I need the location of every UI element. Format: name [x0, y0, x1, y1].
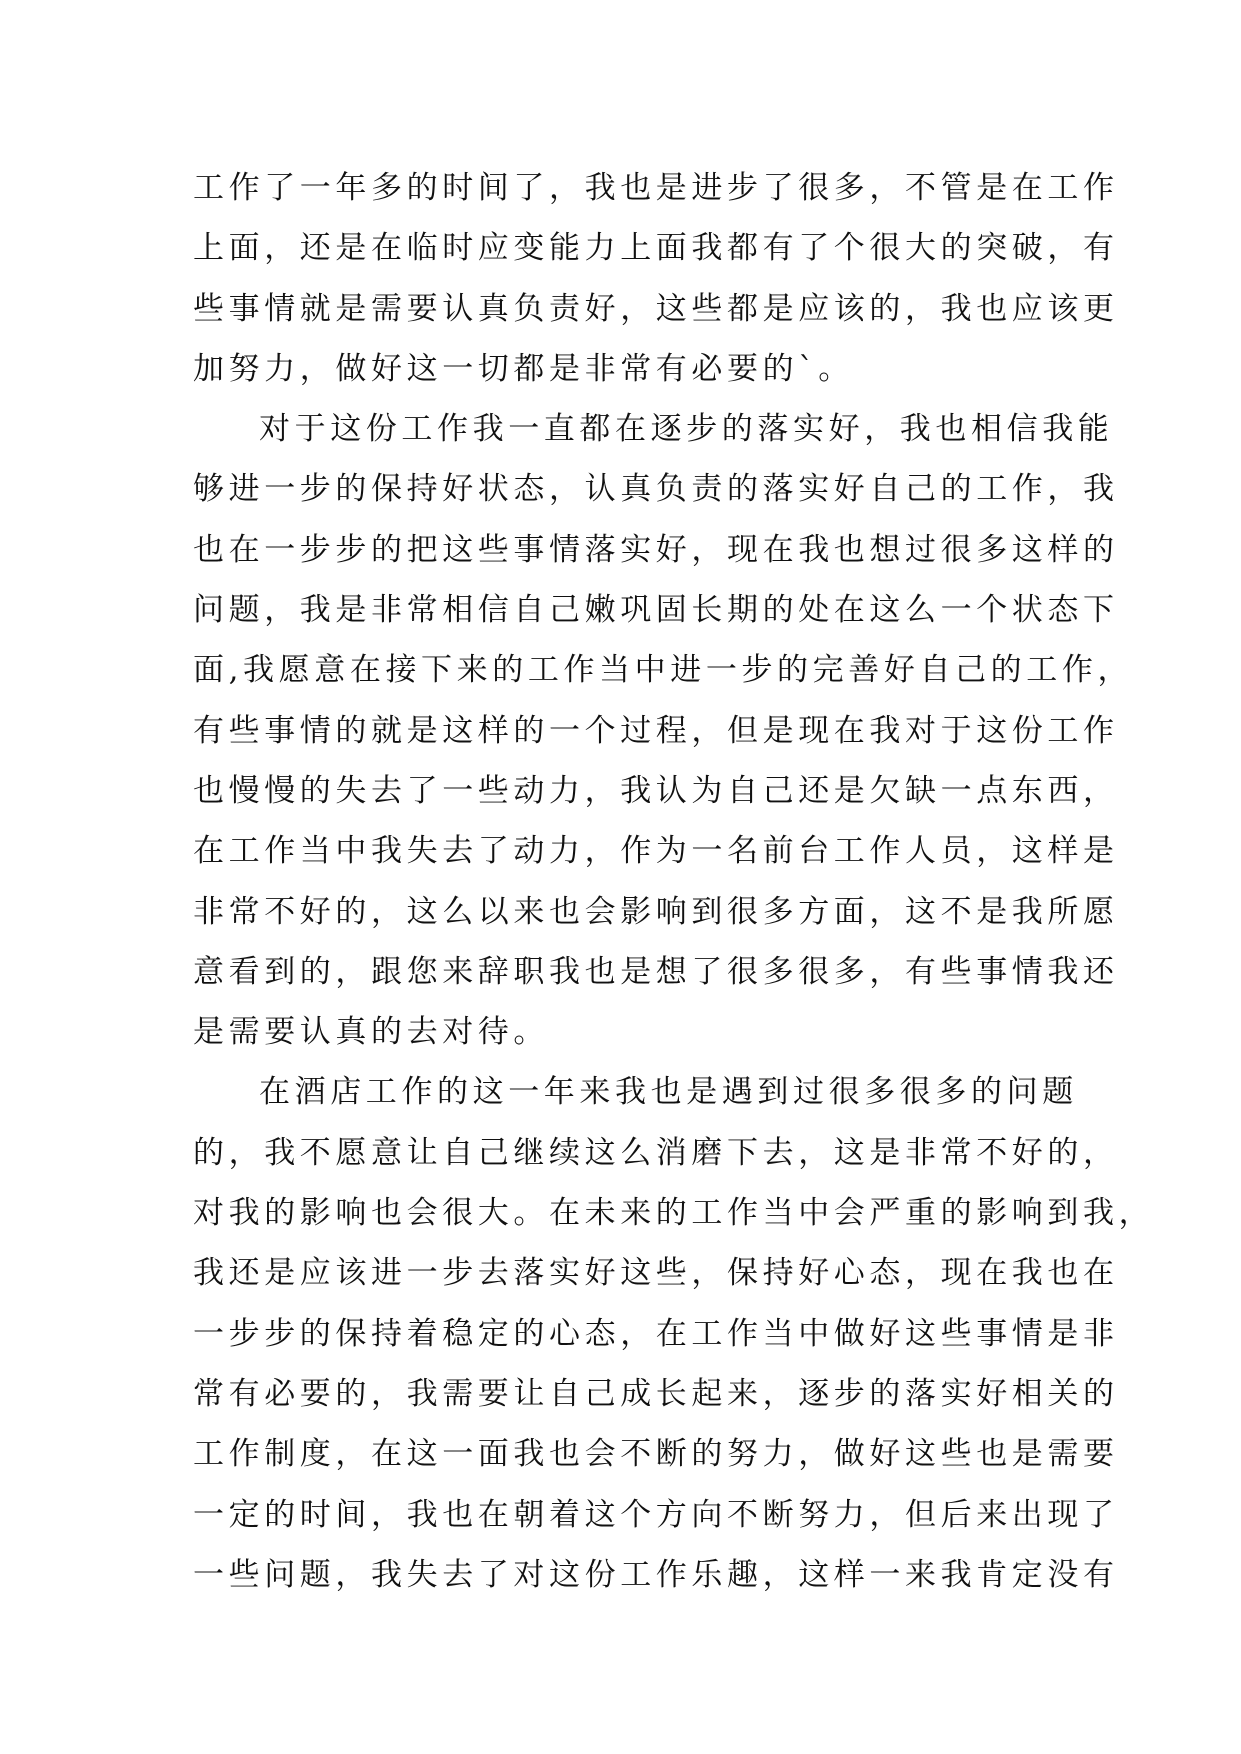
- text-line: 问题，我是非常相信自己嫩巩固长期的处在这么一个状态下: [193, 592, 1119, 629]
- text-line: 常有必要的，我需要让自己成长起来，逐步的落实好相关的: [193, 1375, 1119, 1412]
- text-line: 的，我不愿意让自己继续这么消磨下去，这是非常不好的，: [193, 1134, 1119, 1171]
- text-line: 对我的影响也会很大。在未来的工作当中会严重的影响到我，: [193, 1195, 1155, 1232]
- text-line: 意看到的，跟您来辞职我也是想了很多很多，有些事情我还: [193, 953, 1119, 990]
- text-line: 工作了一年多的时间了，我也是进步了很多，不管是在工作: [193, 170, 1119, 206]
- text-line: 也慢慢的失去了一些动力，我认为自己还是欠缺一点东西，: [193, 772, 1119, 809]
- text-line: 有些事情的就是这样的一个过程，但是现在我对于这份工作: [193, 712, 1119, 749]
- text-line: 够进一步的保持好状态，认真负责的落实好自己的工作，我: [193, 471, 1119, 508]
- text-line: 面,我愿意在接下来的工作当中进一步的完善好自己的工作，: [193, 652, 1134, 689]
- text-line: 是需要认真的去对待。: [193, 1014, 549, 1051]
- paragraph-first-line: 对于这份工作我一直都在逐步的落实好，我也相信我能: [259, 411, 1114, 448]
- text-line: 一些问题，我失去了对这份工作乐趣，这样一来我肯定没有: [193, 1556, 1119, 1593]
- body-text: [193, 158, 1155, 1605]
- text-line: 我还是应该进一步去落实好这些，保持好心态，现在我也在: [193, 1255, 1119, 1292]
- text-line: 一步步的保持着稳定的心态，在工作当中做好这些事情是非: [193, 1315, 1119, 1352]
- text-line: 非常不好的，这么以来也会影响到很多方面，这不是我所愿: [193, 893, 1119, 930]
- text-line: 上面，还是在临时应变能力上面我都有了个很大的突破，有: [193, 230, 1119, 267]
- text-line: 一定的时间，我也在朝着这个方向不断努力，但后来出现了: [193, 1496, 1119, 1533]
- text-line: 工作制度，在这一面我也会不断的努力，做好这些也是需要: [193, 1436, 1119, 1473]
- text-line: 加努力，做好这一切都是非常有必要的`。: [193, 350, 854, 387]
- text-line: 在工作当中我失去了动力，作为一名前台工作人员，这样是: [193, 833, 1119, 870]
- paragraph-first-line: 在酒店工作的这一年来我也是遇到过很多很多的问题: [259, 1074, 1078, 1111]
- text-line: 也在一步步的把这些事情落实好，现在我也想过很多这样的: [193, 531, 1119, 568]
- text-line: 些事情就是需要认真负责好，这些都是应该的，我也应该更: [193, 290, 1119, 327]
